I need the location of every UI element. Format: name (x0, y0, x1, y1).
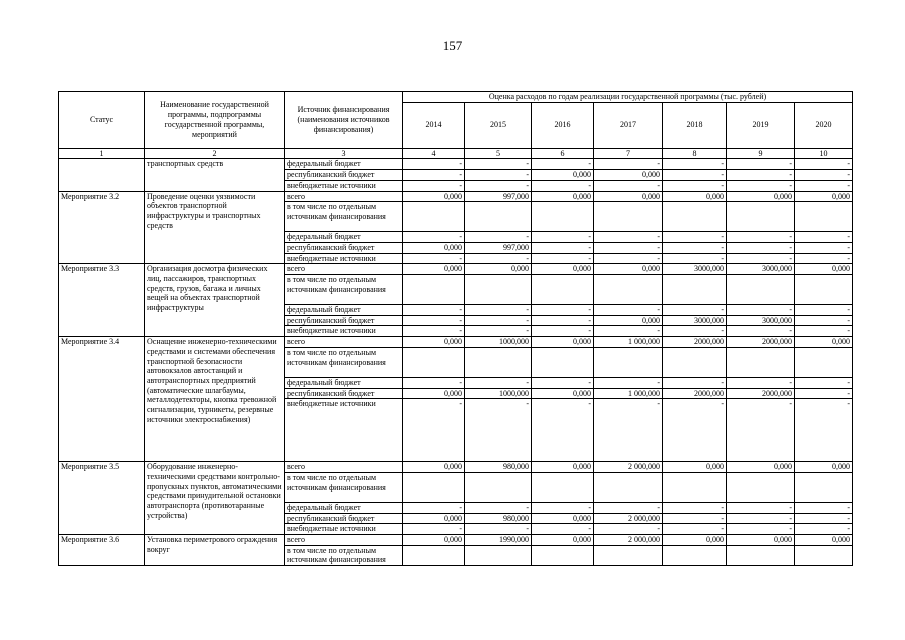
source-cell: республиканский бюджет (285, 170, 403, 181)
value-cell (727, 202, 795, 232)
value-cell: - (795, 326, 853, 337)
measure-name-cell: Оборудование инженерно-техническими средствами контрольно-пропускных пунктов, автоматическими средствами принудительной остановки автотранспорта (противотаранные устройства) (145, 462, 285, 535)
value-cell: 0,000 (532, 191, 594, 202)
value-cell: - (403, 232, 465, 243)
value-cell: - (594, 305, 663, 316)
status-cell (59, 159, 145, 191)
source-cell: всего (285, 264, 403, 275)
source-cell: федеральный бюджет (285, 232, 403, 243)
value-cell: - (465, 232, 532, 243)
value-cell: - (532, 159, 594, 170)
value-cell: 1000,000 (465, 388, 532, 399)
value-cell: 0,000 (663, 191, 727, 202)
source-cell: в том числе по отдельным источникам финансирования (285, 202, 403, 232)
value-cell: - (403, 524, 465, 535)
value-cell: - (465, 377, 532, 388)
value-cell: - (594, 524, 663, 535)
source-cell: в том числе по отдельным источникам финансирования (285, 275, 403, 305)
source-cell: внебюджетные источники (285, 326, 403, 337)
value-cell: - (663, 180, 727, 191)
value-cell: - (403, 377, 465, 388)
value-cell: - (403, 180, 465, 191)
source-cell: в том числе по отдельным источникам финансирования (285, 545, 403, 565)
value-cell: - (727, 159, 795, 170)
source-cell: федеральный бюджет (285, 159, 403, 170)
value-cell: 0,000 (594, 315, 663, 326)
value-cell: - (594, 253, 663, 264)
value-cell: - (465, 170, 532, 181)
status-cell: Мероприятие 3.2 (59, 191, 145, 264)
table-body (59, 159, 853, 566)
value-cell: - (532, 242, 594, 253)
value-cell (403, 545, 465, 565)
status-cell: Мероприятие 3.5 (59, 462, 145, 535)
value-cell: - (795, 315, 853, 326)
value-cell: 2000,000 (663, 388, 727, 399)
column-number: 9 (727, 148, 795, 159)
value-cell: 0,000 (403, 388, 465, 399)
source-cell: республиканский бюджет (285, 388, 403, 399)
value-cell: 0,000 (532, 337, 594, 348)
page-number: 157 (442, 38, 463, 53)
value-cell: - (727, 377, 795, 388)
measure-name-cell: транспортных средств (145, 159, 285, 191)
value-cell: - (727, 399, 795, 462)
value-cell: 0,000 (465, 264, 532, 275)
value-cell: - (663, 377, 727, 388)
value-cell: 2 000,000 (594, 462, 663, 473)
value-cell: - (795, 242, 853, 253)
value-cell (594, 275, 663, 305)
value-cell: - (465, 502, 532, 513)
column-number: 10 (795, 148, 853, 159)
value-cell: - (532, 502, 594, 513)
value-cell: - (594, 159, 663, 170)
value-cell (663, 472, 727, 502)
value-cell (663, 202, 727, 232)
value-cell (532, 347, 594, 377)
value-cell: - (594, 232, 663, 243)
value-cell: - (663, 159, 727, 170)
measure-name-cell: Оснащение инженерно-техническими средствами и системами обеспечения транспортной безопасности автовокзалов автостанций и автотранспортных предприятий (автоматические шлагбаумы, металлодетекторы, кнопка тревожной сигнализации, турникеты, резервные источники электроснабжения) (145, 337, 285, 462)
value-cell: 0,000 (727, 191, 795, 202)
value-cell: 0,000 (795, 264, 853, 275)
status-cell: Мероприятие 3.3 (59, 264, 145, 337)
table-row (59, 462, 853, 473)
measure-name-cell: Установка периметрового ограждения вокруг (145, 535, 285, 566)
value-cell: 2000,000 (727, 337, 795, 348)
source-cell: внебюджетные источники (285, 399, 403, 462)
value-cell: - (795, 377, 853, 388)
value-cell (795, 472, 853, 502)
value-cell: - (532, 399, 594, 462)
source-cell: всего (285, 462, 403, 473)
value-cell: 0,000 (532, 462, 594, 473)
value-cell (663, 275, 727, 305)
column-number: 7 (594, 148, 663, 159)
value-cell: 3000,000 (663, 264, 727, 275)
value-cell: - (403, 170, 465, 181)
value-cell: 0,000 (532, 535, 594, 546)
header-year: 2019 (727, 102, 795, 148)
value-cell (727, 347, 795, 377)
source-cell: внебюджетные источники (285, 524, 403, 535)
table-row (59, 159, 853, 170)
value-cell: - (663, 305, 727, 316)
value-cell: 0,000 (532, 264, 594, 275)
value-cell (727, 545, 795, 565)
value-cell: - (403, 305, 465, 316)
value-cell (532, 275, 594, 305)
value-cell: - (727, 326, 795, 337)
value-cell: 0,000 (532, 513, 594, 524)
value-cell: - (403, 253, 465, 264)
value-cell: - (795, 388, 853, 399)
value-cell: - (795, 170, 853, 181)
value-cell: 3000,000 (727, 264, 795, 275)
value-cell: - (465, 305, 532, 316)
value-cell (594, 347, 663, 377)
status-cell: Мероприятие 3.4 (59, 337, 145, 462)
value-cell: - (663, 242, 727, 253)
header-year: 2020 (795, 102, 853, 148)
value-cell: 3000,000 (727, 315, 795, 326)
value-cell (532, 472, 594, 502)
value-cell: 0,000 (594, 264, 663, 275)
value-cell (465, 347, 532, 377)
value-cell: - (594, 242, 663, 253)
header-status: Статус (59, 92, 145, 149)
table-row (59, 264, 853, 275)
value-cell: 997,000 (465, 191, 532, 202)
value-cell: 0,000 (795, 337, 853, 348)
value-cell: 0,000 (403, 191, 465, 202)
value-cell: - (403, 399, 465, 462)
measure-name-cell: Проведение оценки уязвимости объектов транспортной инфраструктуры и транспортных средств (145, 191, 285, 264)
value-cell: 0,000 (795, 462, 853, 473)
value-cell: 0,000 (403, 337, 465, 348)
source-cell: федеральный бюджет (285, 305, 403, 316)
value-cell (532, 202, 594, 232)
source-cell: внебюджетные источники (285, 180, 403, 191)
value-cell (403, 275, 465, 305)
value-cell: 0,000 (403, 513, 465, 524)
value-cell: - (532, 315, 594, 326)
header-year: 2016 (532, 102, 594, 148)
value-cell (795, 347, 853, 377)
value-cell: - (403, 326, 465, 337)
value-cell (795, 545, 853, 565)
value-cell: - (727, 502, 795, 513)
value-cell (465, 472, 532, 502)
value-cell: - (465, 524, 532, 535)
source-cell: в том числе по отдельным источникам финансирования (285, 472, 403, 502)
value-cell (465, 202, 532, 232)
column-number: 2 (145, 148, 285, 159)
value-cell: - (663, 502, 727, 513)
value-cell (594, 202, 663, 232)
header-year: 2015 (465, 102, 532, 148)
value-cell: - (727, 253, 795, 264)
source-cell: в том числе по отдельным источникам финансирования (285, 347, 403, 377)
value-cell: - (795, 513, 853, 524)
value-cell: - (727, 180, 795, 191)
value-cell: 0,000 (403, 242, 465, 253)
value-cell: - (727, 170, 795, 181)
value-cell: - (795, 253, 853, 264)
value-cell: - (532, 524, 594, 535)
value-cell: - (465, 253, 532, 264)
header-name: Наименование государственной программы, подпрограммы государственной программы, мероприятий (145, 92, 285, 149)
value-cell: - (532, 326, 594, 337)
value-cell: 2 000,000 (594, 535, 663, 546)
value-cell: - (663, 326, 727, 337)
value-cell (663, 545, 727, 565)
value-cell: 0,000 (727, 462, 795, 473)
column-number: 1 (59, 148, 145, 159)
value-cell: - (795, 305, 853, 316)
value-cell: - (795, 180, 853, 191)
value-cell: - (465, 326, 532, 337)
table-row (59, 191, 853, 202)
value-cell: - (532, 232, 594, 243)
value-cell: 980,000 (465, 462, 532, 473)
value-cell: - (532, 253, 594, 264)
budget-table (58, 91, 853, 566)
value-cell: - (403, 159, 465, 170)
value-cell: - (594, 326, 663, 337)
value-cell: - (465, 159, 532, 170)
value-cell (795, 275, 853, 305)
value-cell (727, 275, 795, 305)
value-cell: - (727, 305, 795, 316)
value-cell: 0,000 (663, 535, 727, 546)
header-year: 2018 (663, 102, 727, 148)
status-cell: Мероприятие 3.6 (59, 535, 145, 566)
value-cell: 1000,000 (465, 337, 532, 348)
value-cell: 0,000 (727, 535, 795, 546)
value-cell: - (594, 180, 663, 191)
value-cell: 2 000,000 (594, 513, 663, 524)
value-cell: - (663, 232, 727, 243)
value-cell: - (795, 502, 853, 513)
source-cell: федеральный бюджет (285, 502, 403, 513)
value-cell (663, 347, 727, 377)
value-cell: 980,000 (465, 513, 532, 524)
value-cell (795, 202, 853, 232)
value-cell: - (795, 399, 853, 462)
value-cell: 997,000 (465, 242, 532, 253)
value-cell (465, 545, 532, 565)
column-number: 6 (532, 148, 594, 159)
value-cell: - (532, 305, 594, 316)
value-cell: - (727, 242, 795, 253)
column-number: 5 (465, 148, 532, 159)
value-cell: 1 000,000 (594, 388, 663, 399)
value-cell: - (795, 232, 853, 243)
table-row (59, 337, 853, 348)
value-cell: - (795, 524, 853, 535)
table-row (59, 535, 853, 546)
header-year: 2014 (403, 102, 465, 148)
value-cell: - (727, 232, 795, 243)
column-number: 3 (285, 148, 403, 159)
value-cell: - (663, 253, 727, 264)
value-cell: 0,000 (594, 170, 663, 181)
value-cell: - (594, 377, 663, 388)
value-cell: - (594, 399, 663, 462)
value-cell (403, 347, 465, 377)
value-cell: 0,000 (594, 191, 663, 202)
header-source: Источник финансирования (наименования источников финансирования) (285, 92, 403, 149)
value-cell: - (594, 502, 663, 513)
value-cell: - (532, 180, 594, 191)
value-cell: 3000,000 (663, 315, 727, 326)
header-estimate: Оценка расходов по годам реализации государственной программы (тыс. рублей) (403, 92, 853, 103)
value-cell: 0,000 (403, 264, 465, 275)
value-cell: 0,000 (795, 535, 853, 546)
source-cell: всего (285, 337, 403, 348)
source-cell: республиканский бюджет (285, 513, 403, 524)
value-cell: 1990,000 (465, 535, 532, 546)
value-cell: - (727, 513, 795, 524)
value-cell: - (532, 377, 594, 388)
value-cell: - (727, 524, 795, 535)
value-cell: 0,000 (795, 191, 853, 202)
column-number: 8 (663, 148, 727, 159)
value-cell: - (795, 159, 853, 170)
source-cell: федеральный бюджет (285, 377, 403, 388)
value-cell: 0,000 (403, 535, 465, 546)
value-cell: 2000,000 (727, 388, 795, 399)
value-cell: 0,000 (403, 462, 465, 473)
value-cell: - (663, 513, 727, 524)
value-cell (403, 202, 465, 232)
source-cell: республиканский бюджет (285, 242, 403, 253)
value-cell: 0,000 (532, 170, 594, 181)
value-cell: - (663, 399, 727, 462)
value-cell: 0,000 (663, 462, 727, 473)
value-cell (532, 545, 594, 565)
value-cell (594, 545, 663, 565)
source-cell: всего (285, 535, 403, 546)
source-cell: внебюджетные источники (285, 253, 403, 264)
value-cell: - (403, 502, 465, 513)
header-year: 2017 (594, 102, 663, 148)
value-cell: - (663, 524, 727, 535)
value-cell (727, 472, 795, 502)
value-cell: 0,000 (532, 388, 594, 399)
value-cell: 1 000,000 (594, 337, 663, 348)
value-cell: 2000,000 (663, 337, 727, 348)
source-cell: всего (285, 191, 403, 202)
value-cell (594, 472, 663, 502)
value-cell (465, 275, 532, 305)
value-cell: - (465, 315, 532, 326)
measure-name-cell: Организация досмотра физических лиц, пассажиров, транспортных средств, грузов, багажа и личных вещей на объектах транспортной инфраструктуры (145, 264, 285, 337)
value-cell: - (465, 399, 532, 462)
value-cell: - (403, 315, 465, 326)
value-cell (403, 472, 465, 502)
value-cell: - (465, 180, 532, 191)
column-number: 4 (403, 148, 465, 159)
source-cell: республиканский бюджет (285, 315, 403, 326)
value-cell: - (663, 170, 727, 181)
